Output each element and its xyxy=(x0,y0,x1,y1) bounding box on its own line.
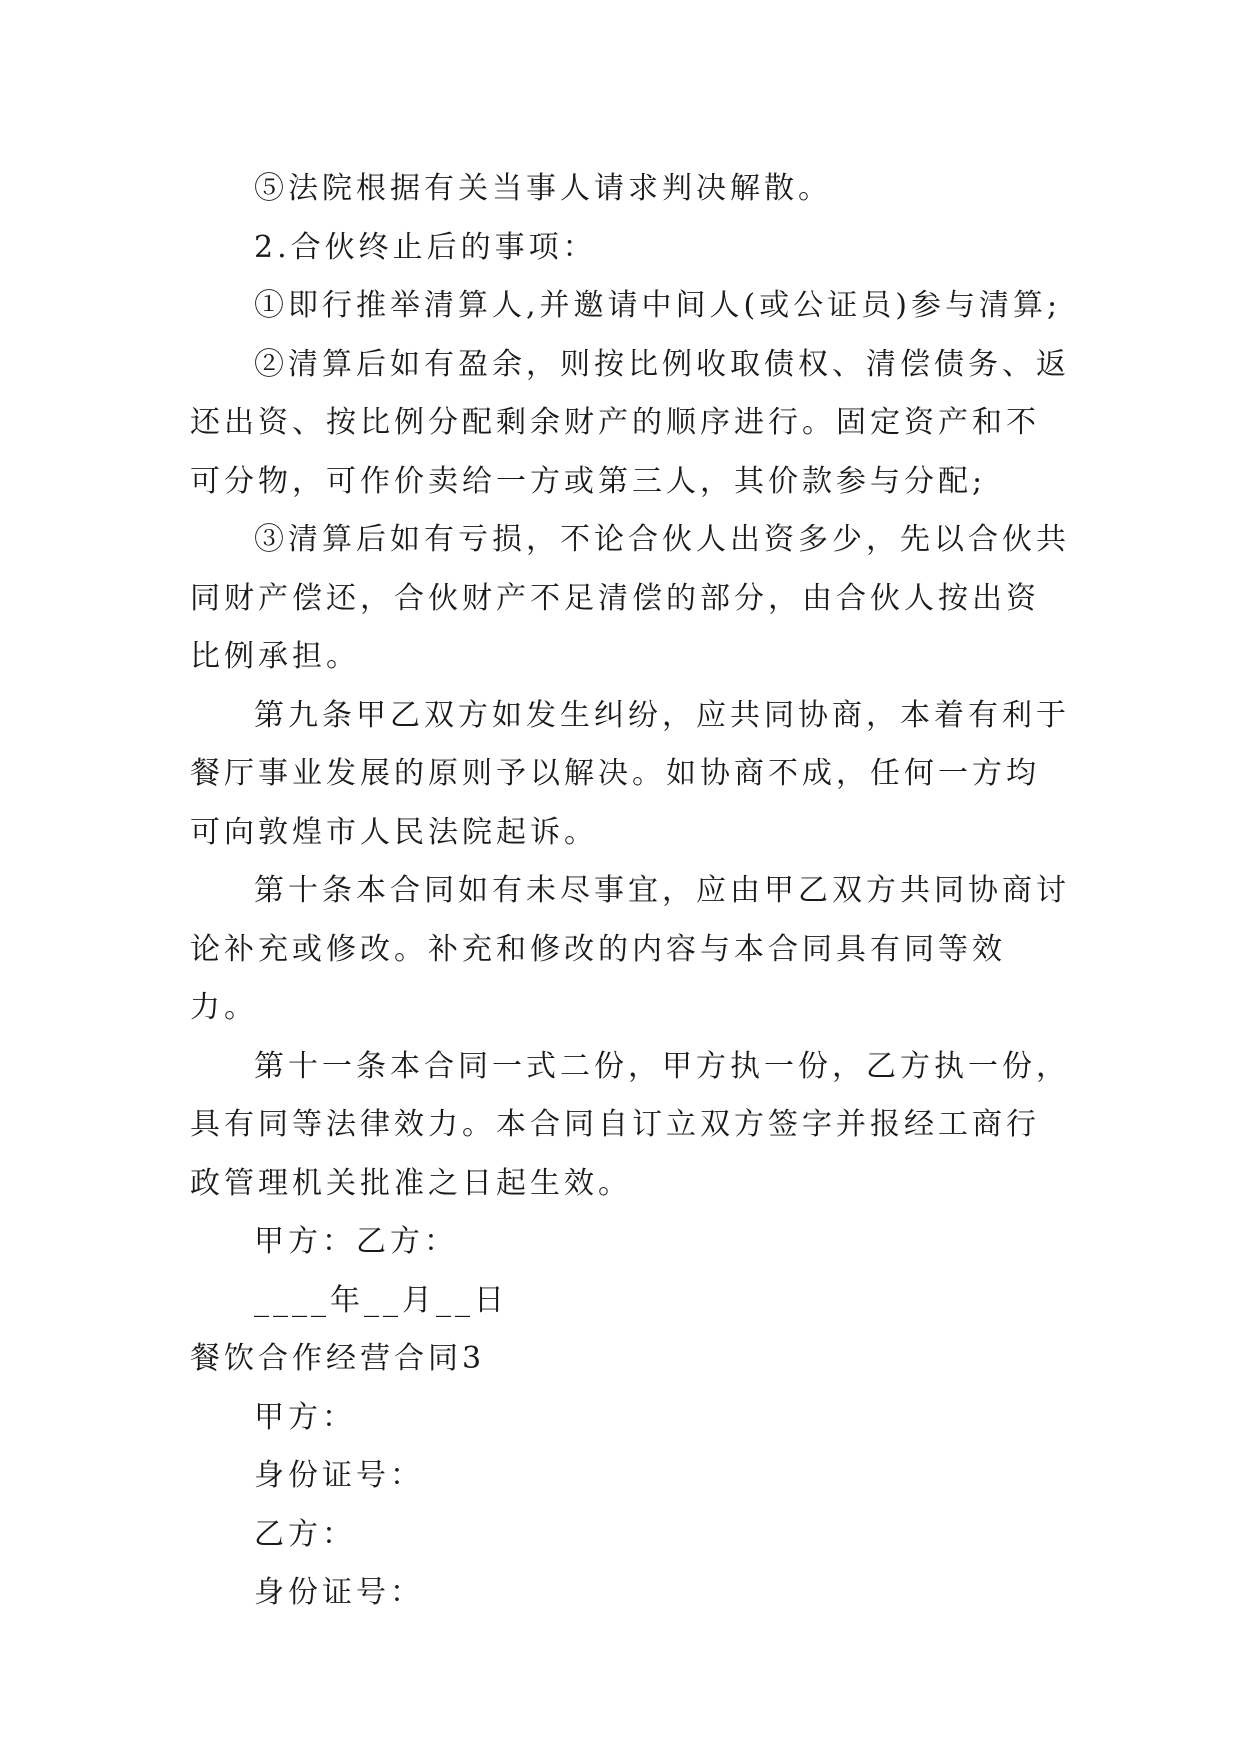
party-b-id-label: 身份证号： xyxy=(254,1575,424,1610)
paragraph-article-9: 第九条甲乙双方如发生纠纷，应共同协商，本着有利于餐厅事业发展的原则予以解决。如协商不成，任何一方均可向敦煌市人民法院起诉。 xyxy=(190,697,1070,850)
paragraph-dissolution-clause-5: ⑤法院根据有关当事人请求判决解散。 xyxy=(254,171,832,206)
paragraph-termination-heading: 2.合伙终止后的事项： xyxy=(254,229,597,265)
paragraph-article-10: 第十条本合同如有未尽事宜，应由甲乙双方共同协商讨论补充或修改。补充和修改的内容与本合同具有同等效力。 xyxy=(190,873,1070,1025)
signature-parties-line: 甲方：乙方： xyxy=(254,1224,458,1259)
signature-date-line: ____年__月__日 xyxy=(254,1282,508,1318)
contract-title: 餐饮合作经营合同3 xyxy=(190,1341,486,1376)
paragraph-liquidation-step-1: ①即行推举清算人,并邀请中间人(或公证员)参与清算; xyxy=(254,288,1062,323)
party-a-label: 甲方： xyxy=(254,1399,356,1435)
paragraph-article-11: 第十一条本合同一式二份，甲方执一份，乙方执一份，具有同等法律效力。本合同自订立双方签字并报经工商行政管理机关批准之日起生效。 xyxy=(190,1048,1070,1201)
paragraph-liquidation-step-2: ②清算后如有盈余，则按比例收取债权、清偿债务、返还出资、按比例分配剩余财产的顺序进行。固定资产和不可分物，可作价卖给一方或第三人，其价款参与分配; xyxy=(190,346,1070,499)
document-body xyxy=(190,160,1070,1623)
party-b-label: 乙方： xyxy=(254,1516,356,1552)
party-a-id-label: 身份证号： xyxy=(254,1458,424,1493)
paragraph-liquidation-step-3: ③清算后如有亏损，不论合伙人出资多少，先以合伙共同财产偿还，合伙财产不足清偿的部分，由合伙人按出资比例承担。 xyxy=(190,522,1070,674)
